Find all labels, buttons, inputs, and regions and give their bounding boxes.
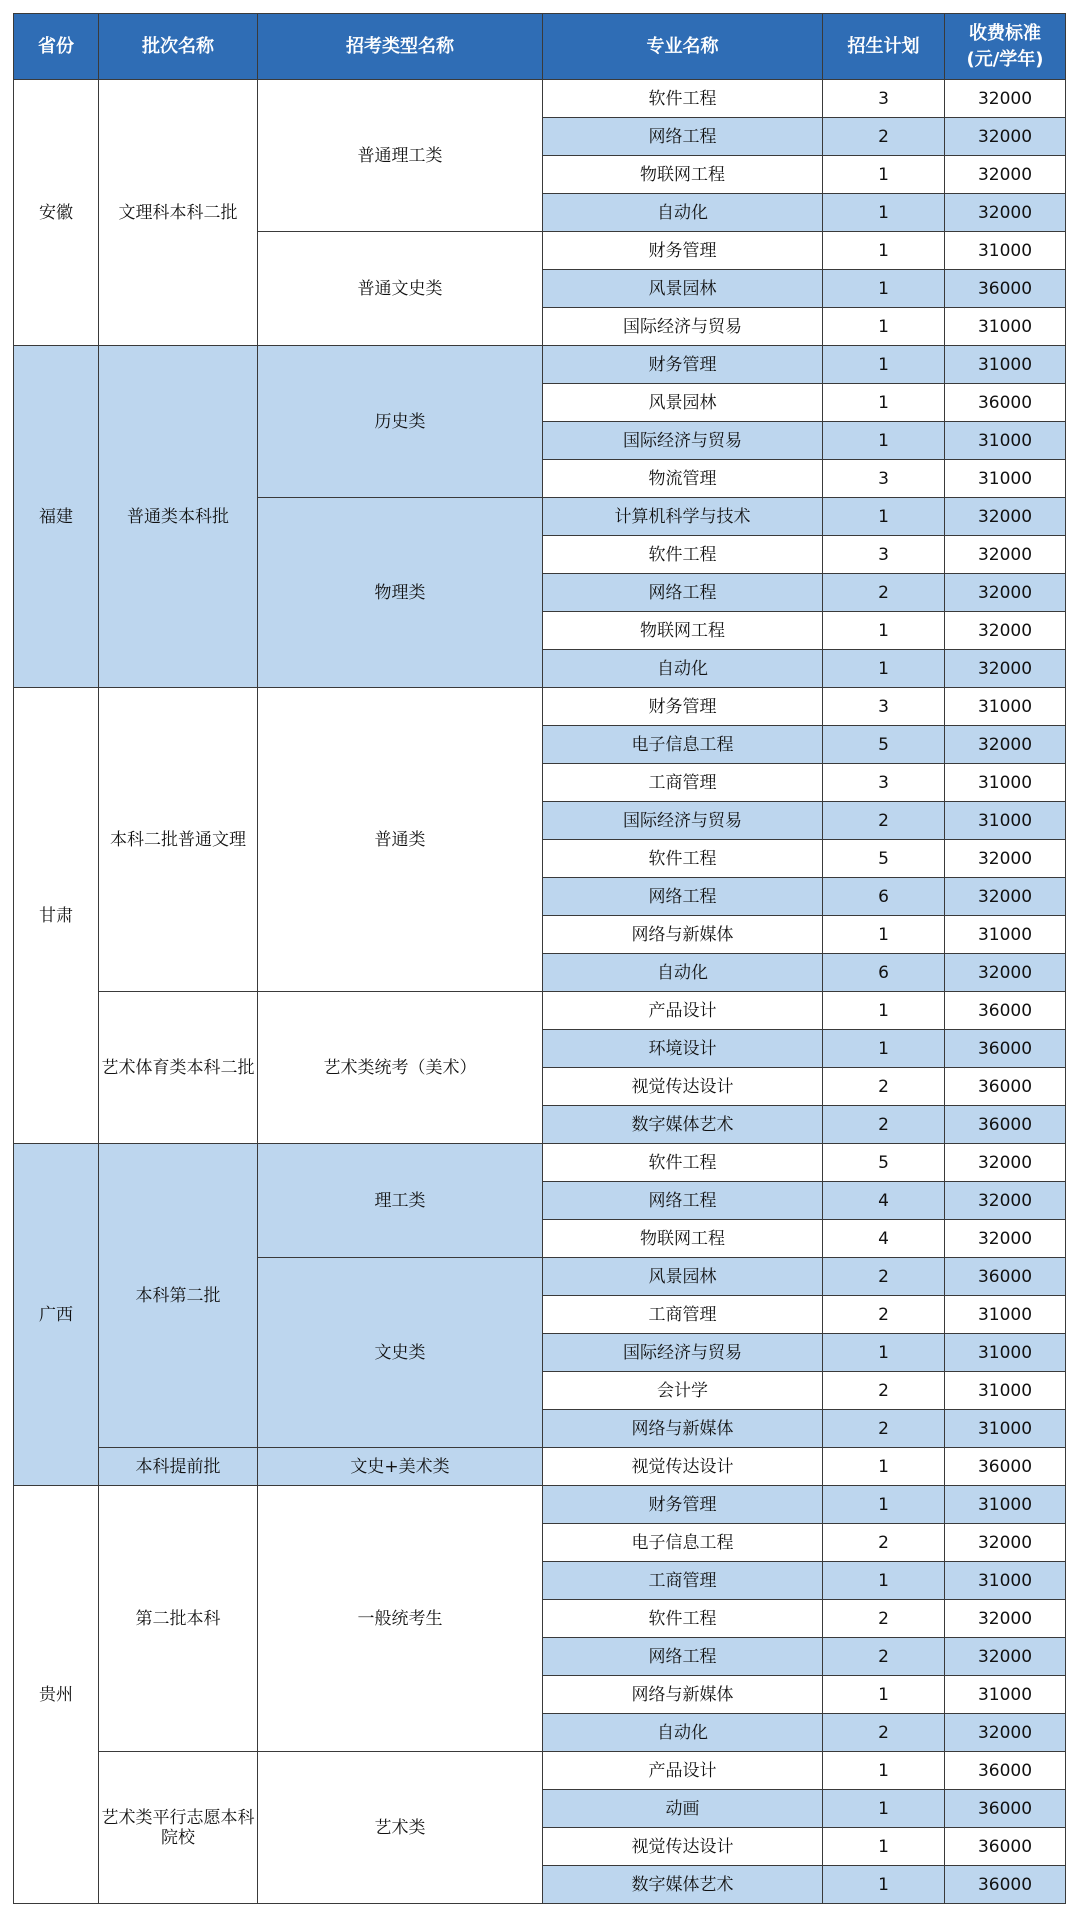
fee-cell: 32000 xyxy=(945,498,1066,536)
fee-cell: 32000 xyxy=(945,840,1066,878)
fee-cell: 32000 xyxy=(945,118,1066,156)
major-cell: 国际经济与贸易 xyxy=(543,308,823,346)
major-cell: 风景园林 xyxy=(543,1258,823,1296)
province-cell: 安徽 xyxy=(14,80,99,346)
plan-cell: 1 xyxy=(823,384,945,422)
fee-cell: 31000 xyxy=(945,764,1066,802)
major-cell: 环境设计 xyxy=(543,1030,823,1068)
major-cell: 网络工程 xyxy=(543,1638,823,1676)
batch-cell: 艺术类平行志愿本科院校 xyxy=(99,1752,258,1904)
major-cell: 自动化 xyxy=(543,1714,823,1752)
plan-cell: 6 xyxy=(823,954,945,992)
header-fee-line1: 收费标准 xyxy=(969,22,1041,44)
plan-cell: 2 xyxy=(823,1638,945,1676)
fee-cell: 31000 xyxy=(945,1486,1066,1524)
plan-cell: 2 xyxy=(823,1714,945,1752)
fee-cell: 36000 xyxy=(945,1106,1066,1144)
table-row xyxy=(14,1144,1066,1182)
exam-type-cell: 文史+美术类 xyxy=(258,1448,543,1486)
major-cell: 产品设计 xyxy=(543,1752,823,1790)
fee-cell: 36000 xyxy=(945,1828,1066,1866)
header-major: 专业名称 xyxy=(543,14,823,80)
plan-cell: 2 xyxy=(823,1600,945,1638)
plan-cell: 3 xyxy=(823,764,945,802)
fee-cell: 32000 xyxy=(945,156,1066,194)
major-cell: 视觉传达设计 xyxy=(543,1828,823,1866)
major-cell: 网络工程 xyxy=(543,878,823,916)
plan-cell: 1 xyxy=(823,1676,945,1714)
plan-cell: 1 xyxy=(823,1030,945,1068)
major-cell: 风景园林 xyxy=(543,384,823,422)
major-cell: 财务管理 xyxy=(543,346,823,384)
major-cell: 软件工程 xyxy=(543,536,823,574)
plan-cell: 1 xyxy=(823,308,945,346)
fee-cell: 36000 xyxy=(945,1866,1066,1904)
header-exam-type: 招考类型名称 xyxy=(258,14,543,80)
major-cell: 工商管理 xyxy=(543,1562,823,1600)
major-cell: 软件工程 xyxy=(543,80,823,118)
province-cell: 贵州 xyxy=(14,1486,99,1904)
fee-cell: 31000 xyxy=(945,1296,1066,1334)
plan-cell: 3 xyxy=(823,460,945,498)
plan-cell: 3 xyxy=(823,80,945,118)
province-cell: 甘肃 xyxy=(14,688,99,1144)
major-cell: 财务管理 xyxy=(543,688,823,726)
plan-cell: 2 xyxy=(823,1524,945,1562)
table-row xyxy=(14,1486,1066,1524)
plan-cell: 1 xyxy=(823,1828,945,1866)
plan-cell: 1 xyxy=(823,1334,945,1372)
fee-cell: 36000 xyxy=(945,1448,1066,1486)
admission-plan-table-container xyxy=(13,13,1066,1904)
plan-cell: 6 xyxy=(823,878,945,916)
major-cell: 软件工程 xyxy=(543,1144,823,1182)
exam-type-cell: 一般统考生 xyxy=(258,1486,543,1752)
major-cell: 国际经济与贸易 xyxy=(543,802,823,840)
major-cell: 风景园林 xyxy=(543,270,823,308)
header-province: 省份 xyxy=(14,14,99,80)
fee-cell: 32000 xyxy=(945,1220,1066,1258)
plan-cell: 1 xyxy=(823,346,945,384)
major-cell: 工商管理 xyxy=(543,764,823,802)
fee-cell: 36000 xyxy=(945,1068,1066,1106)
plan-cell: 1 xyxy=(823,194,945,232)
plan-cell: 1 xyxy=(823,1790,945,1828)
header-fee xyxy=(945,14,1066,80)
fee-cell: 32000 xyxy=(945,80,1066,118)
plan-cell: 1 xyxy=(823,916,945,954)
major-cell: 财务管理 xyxy=(543,1486,823,1524)
major-cell: 物联网工程 xyxy=(543,156,823,194)
fee-cell: 32000 xyxy=(945,1144,1066,1182)
major-cell: 国际经济与贸易 xyxy=(543,422,823,460)
major-cell: 财务管理 xyxy=(543,232,823,270)
fee-cell: 32000 xyxy=(945,1524,1066,1562)
table-body xyxy=(14,80,1066,1904)
plan-cell: 2 xyxy=(823,802,945,840)
table-row xyxy=(14,1448,1066,1486)
header-batch: 批次名称 xyxy=(99,14,258,80)
major-cell: 动画 xyxy=(543,1790,823,1828)
table-row xyxy=(14,346,1066,384)
major-cell: 自动化 xyxy=(543,954,823,992)
batch-cell: 艺术体育类本科二批 xyxy=(99,992,258,1144)
admission-plan-table xyxy=(13,13,1066,1904)
fee-cell: 31000 xyxy=(945,1562,1066,1600)
batch-cell: 本科第二批 xyxy=(99,1144,258,1448)
plan-cell: 4 xyxy=(823,1220,945,1258)
plan-cell: 1 xyxy=(823,1448,945,1486)
plan-cell: 2 xyxy=(823,1372,945,1410)
fee-cell: 36000 xyxy=(945,1790,1066,1828)
fee-cell: 36000 xyxy=(945,384,1066,422)
province-cell: 广西 xyxy=(14,1144,99,1486)
plan-cell: 1 xyxy=(823,1486,945,1524)
major-cell: 视觉传达设计 xyxy=(543,1068,823,1106)
major-cell: 软件工程 xyxy=(543,840,823,878)
plan-cell: 1 xyxy=(823,612,945,650)
major-cell: 自动化 xyxy=(543,650,823,688)
major-cell: 网络与新媒体 xyxy=(543,916,823,954)
batch-cell: 文理科本科二批 xyxy=(99,80,258,346)
plan-cell: 2 xyxy=(823,574,945,612)
plan-cell: 2 xyxy=(823,1106,945,1144)
major-cell: 软件工程 xyxy=(543,1600,823,1638)
plan-cell: 1 xyxy=(823,992,945,1030)
major-cell: 产品设计 xyxy=(543,992,823,1030)
plan-cell: 3 xyxy=(823,536,945,574)
exam-type-cell: 理工类 xyxy=(258,1144,543,1258)
exam-type-cell: 历史类 xyxy=(258,346,543,498)
major-cell: 网络工程 xyxy=(543,574,823,612)
fee-cell: 36000 xyxy=(945,270,1066,308)
fee-cell: 31000 xyxy=(945,688,1066,726)
fee-cell: 31000 xyxy=(945,1410,1066,1448)
plan-cell: 2 xyxy=(823,1296,945,1334)
major-cell: 物联网工程 xyxy=(543,612,823,650)
fee-cell: 32000 xyxy=(945,1182,1066,1220)
table-row xyxy=(14,1752,1066,1790)
fee-cell: 31000 xyxy=(945,1676,1066,1714)
plan-cell: 1 xyxy=(823,1562,945,1600)
plan-cell: 5 xyxy=(823,840,945,878)
table-row xyxy=(14,992,1066,1030)
fee-cell: 32000 xyxy=(945,1600,1066,1638)
fee-cell: 36000 xyxy=(945,1258,1066,1296)
major-cell: 网络与新媒体 xyxy=(543,1676,823,1714)
fee-cell: 32000 xyxy=(945,954,1066,992)
major-cell: 物联网工程 xyxy=(543,1220,823,1258)
fee-cell: 32000 xyxy=(945,1714,1066,1752)
fee-cell: 32000 xyxy=(945,612,1066,650)
fee-cell: 31000 xyxy=(945,1334,1066,1372)
fee-cell: 31000 xyxy=(945,802,1066,840)
plan-cell: 1 xyxy=(823,270,945,308)
table-row xyxy=(14,688,1066,726)
plan-cell: 1 xyxy=(823,650,945,688)
fee-cell: 31000 xyxy=(945,422,1066,460)
major-cell: 网络工程 xyxy=(543,1182,823,1220)
plan-cell: 5 xyxy=(823,1144,945,1182)
batch-cell: 本科提前批 xyxy=(99,1448,258,1486)
plan-cell: 1 xyxy=(823,1752,945,1790)
exam-type-cell: 普通理工类 xyxy=(258,80,543,232)
fee-cell: 32000 xyxy=(945,1638,1066,1676)
plan-cell: 1 xyxy=(823,156,945,194)
major-cell: 会计学 xyxy=(543,1372,823,1410)
fee-cell: 31000 xyxy=(945,346,1066,384)
fee-cell: 31000 xyxy=(945,1372,1066,1410)
exam-type-cell: 物理类 xyxy=(258,498,543,688)
fee-cell: 32000 xyxy=(945,650,1066,688)
header-row xyxy=(14,14,1066,80)
plan-cell: 2 xyxy=(823,1068,945,1106)
plan-cell: 2 xyxy=(823,118,945,156)
plan-cell: 1 xyxy=(823,422,945,460)
fee-cell: 32000 xyxy=(945,194,1066,232)
fee-cell: 31000 xyxy=(945,232,1066,270)
major-cell: 自动化 xyxy=(543,194,823,232)
plan-cell: 5 xyxy=(823,726,945,764)
fee-cell: 31000 xyxy=(945,916,1066,954)
fee-cell: 36000 xyxy=(945,992,1066,1030)
fee-cell: 32000 xyxy=(945,726,1066,764)
fee-cell: 32000 xyxy=(945,574,1066,612)
major-cell: 电子信息工程 xyxy=(543,1524,823,1562)
major-cell: 物流管理 xyxy=(543,460,823,498)
fee-cell: 36000 xyxy=(945,1752,1066,1790)
plan-cell: 3 xyxy=(823,688,945,726)
plan-cell: 4 xyxy=(823,1182,945,1220)
major-cell: 视觉传达设计 xyxy=(543,1448,823,1486)
plan-cell: 1 xyxy=(823,232,945,270)
table-row xyxy=(14,80,1066,118)
plan-cell: 2 xyxy=(823,1258,945,1296)
exam-type-cell: 普通类 xyxy=(258,688,543,992)
exam-type-cell: 艺术类统考（美术） xyxy=(258,992,543,1144)
major-cell: 工商管理 xyxy=(543,1296,823,1334)
fee-cell: 36000 xyxy=(945,1030,1066,1068)
batch-cell: 普通类本科批 xyxy=(99,346,258,688)
major-cell: 国际经济与贸易 xyxy=(543,1334,823,1372)
exam-type-cell: 文史类 xyxy=(258,1258,543,1448)
major-cell: 数字媒体艺术 xyxy=(543,1866,823,1904)
major-cell: 电子信息工程 xyxy=(543,726,823,764)
batch-cell: 本科二批普通文理 xyxy=(99,688,258,992)
major-cell: 计算机科学与技术 xyxy=(543,498,823,536)
province-cell: 福建 xyxy=(14,346,99,688)
fee-cell: 31000 xyxy=(945,308,1066,346)
plan-cell: 1 xyxy=(823,1866,945,1904)
exam-type-cell: 艺术类 xyxy=(258,1752,543,1904)
header-plan: 招生计划 xyxy=(823,14,945,80)
fee-cell: 32000 xyxy=(945,536,1066,574)
major-cell: 网络与新媒体 xyxy=(543,1410,823,1448)
plan-cell: 1 xyxy=(823,498,945,536)
plan-cell: 2 xyxy=(823,1410,945,1448)
major-cell: 数字媒体艺术 xyxy=(543,1106,823,1144)
fee-cell: 32000 xyxy=(945,878,1066,916)
exam-type-cell: 普通文史类 xyxy=(258,232,543,346)
header-fee-line2: (元/学年) xyxy=(966,48,1044,70)
fee-cell: 31000 xyxy=(945,460,1066,498)
major-cell: 网络工程 xyxy=(543,118,823,156)
batch-cell: 第二批本科 xyxy=(99,1486,258,1752)
